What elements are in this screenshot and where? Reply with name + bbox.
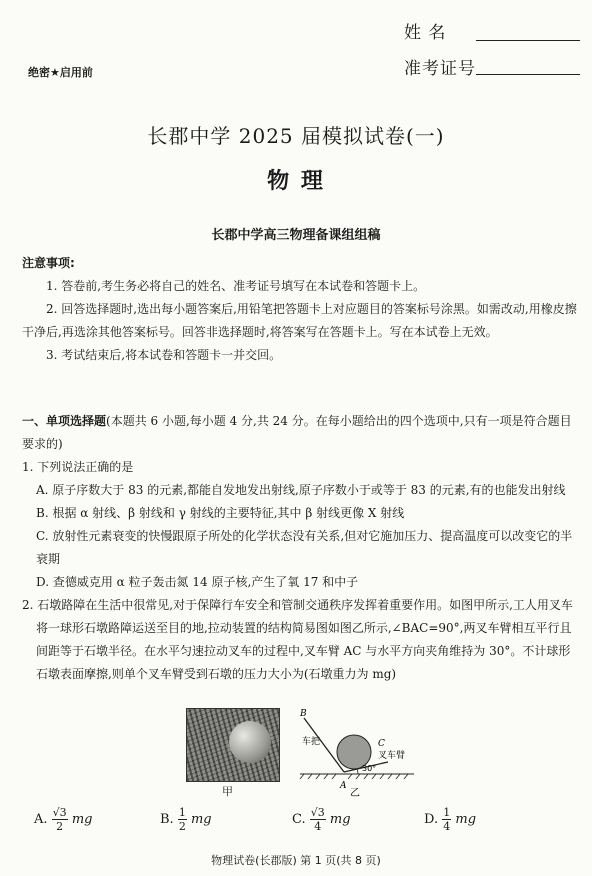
q2-options — [34, 806, 574, 846]
section-1 — [22, 410, 578, 686]
q1-option-c: C. 放射性元素衰变的快慢跟原子所处的化学状态没有关系,但对它施加压力、提高温度可以改变它的半衰期 — [36, 529, 573, 566]
label-a: A — [340, 781, 347, 791]
notice-heading: 注意事项: — [22, 256, 75, 270]
section-1-desc: (本题共 6 小题,每小题 4 分,共 24 分。在每小题给出的四个选项中,只有一项是符合题目要求的) — [22, 414, 572, 451]
subject-title: 物 理 — [267, 168, 325, 194]
label-arm: 叉车臂 — [378, 751, 406, 761]
name-underline — [476, 40, 580, 41]
q2-option-c-fraction: $\frac{√3}{4}$ — [310, 806, 325, 833]
q2-option-b-fraction: $\frac{1}{2}$ — [178, 806, 186, 833]
ground-hatch — [300, 774, 408, 779]
q1-option-a: A. 原子序数大于 83 的元素,都能自发地发出射线,原子序数小于或等于 83 的元素,有的也能发出射线 — [36, 483, 566, 497]
q1-option-d: D. 查德威克用 α 粒子轰击氮 14 原子核,产生了氧 17 和中子 — [36, 575, 359, 589]
exam-number-label: 准考证号 — [404, 59, 476, 79]
angle-arc — [357, 769, 358, 774]
stone-ball-icon — [229, 721, 271, 763]
exam-title: 长郡中学 2025 届模拟试卷(一) — [147, 124, 445, 148]
figure-yi-diagram — [292, 706, 422, 798]
label-angle: 30° — [362, 764, 377, 773]
notice-item-1: 1. 答卷前,考生务必将自己的姓名、准考证号填写在本试卷和答题卡上。 — [46, 279, 426, 293]
page-footer: 物理试卷(长郡版) 第 1 页(共 8 页) — [211, 854, 381, 867]
q1-stem: 1. 下列说法正确的是 — [22, 460, 134, 474]
exam-number-underline — [476, 74, 580, 75]
label-c: C — [378, 739, 385, 749]
notice-item-3: 3. 考试结束后,将本试卷和答题卡一并交回。 — [46, 348, 282, 362]
notice-item-2: 2. 回答选择题时,选出每小题答案后,用铅笔把答题卡上对应题目的答案标号涂黑。如需改动,用橡皮擦干净后,再选涂其他答案标号。回答非选择题时,将答案写在答题卡上。写在本试卷上无效。 — [22, 302, 577, 339]
name-label: 姓 名 — [404, 23, 447, 43]
section-1-header — [22, 410, 578, 456]
figure-jia-photo — [186, 708, 280, 782]
figure-yi-caption: 乙 — [350, 788, 360, 798]
secret-mark: 绝密★启用前 — [28, 66, 93, 79]
q2-stem: 2. 石墩路障在生活中很常见,对于保障行车安全和管制交通秩序发挥着重要作用。如图甲所示,工人用叉车将一球形石墩路障运送至目的地,拉动装置的结构简易图如图乙所示,∠BAC=90°,两叉车臂相互平行且间距等于石墩半径。在水平匀速拉动叉车的过程中,叉车臂 AC 与水平方向夹角维持为 30°。不计球形石墩表面摩擦,则单个叉车臂受到石墩的压力大小为(石墩重力为 mg) — [22, 598, 573, 681]
label-handle: 车把 — [302, 737, 321, 747]
q1-option-b: B. 根据 α 射线、β 射线和 γ 射线的主要特征,其中 β 射线更像 X 射线 — [36, 506, 405, 520]
notice-block — [22, 252, 578, 367]
q2-option-d-fraction: $\frac{1}{4}$ — [443, 806, 451, 833]
q2-option-b: B. $\frac{1}{2}$ mg — [160, 806, 212, 833]
figure-jia-caption: 甲 — [222, 785, 233, 798]
section-1-heading: 一、单项选择题 — [22, 414, 107, 428]
q2-option-a-fraction: $\frac{√3}{2}$ — [52, 806, 67, 833]
q2-option-a: A. $\frac{√3}{2}$ mg — [34, 806, 93, 833]
q2-option-d: D. $\frac{1}{4}$ mg — [424, 806, 477, 833]
label-b: B — [300, 709, 307, 719]
compiler-line: 长郡中学高三物理备课组组稿 — [211, 228, 381, 243]
q2-option-c: C. $\frac{√3}{4}$ mg — [292, 806, 351, 833]
